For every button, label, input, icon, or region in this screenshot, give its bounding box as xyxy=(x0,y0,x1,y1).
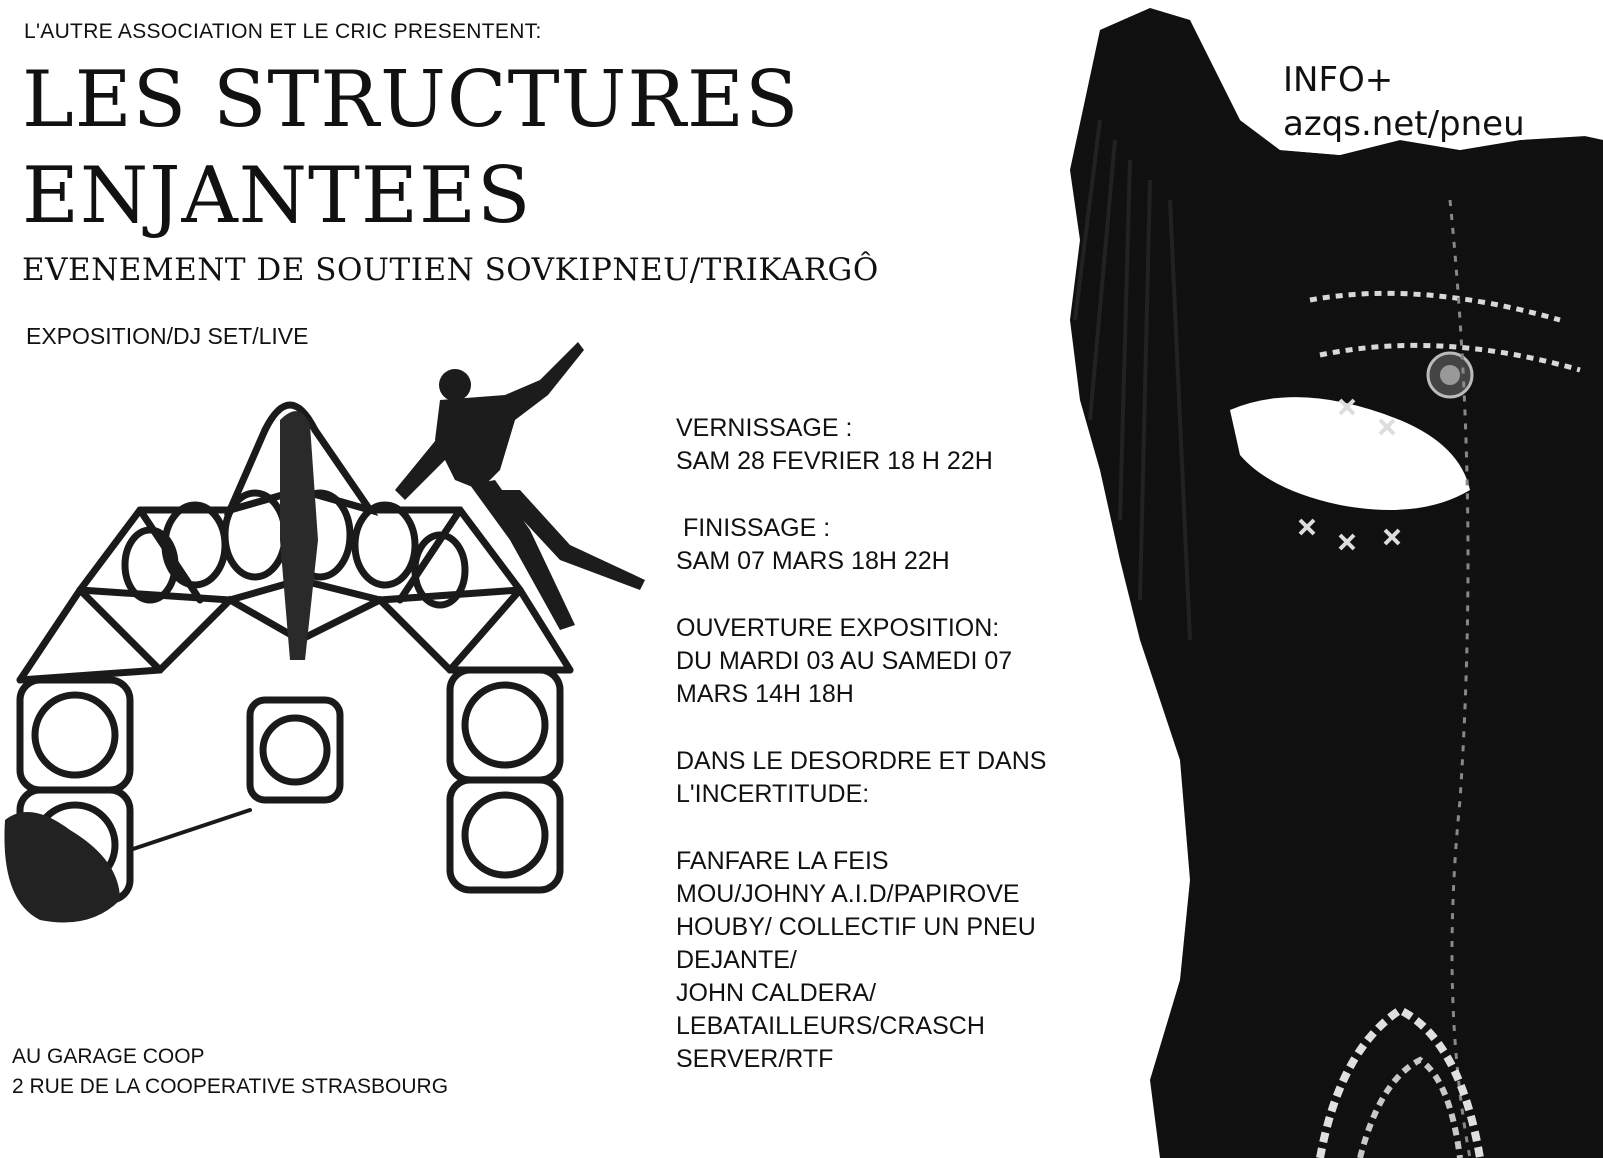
venue-address: 2 RUE DE LA COOPERATIVE STRASBOURG xyxy=(12,1075,449,1098)
mask-photo xyxy=(1040,0,1603,1158)
poster-title xyxy=(22,52,799,244)
lineup-item: MOU/JOHNY A.I.D/PAPIROVE xyxy=(676,880,1020,908)
finissage-date: SAM 07 MARS 18H 22H xyxy=(676,547,950,575)
program-types: EXPOSITION/DJ SET/LIVE xyxy=(26,323,309,349)
presenters-line: L'AUTRE ASSOCIATION ET LE CRIC PRESENTENT: xyxy=(24,20,542,43)
lineup-item: HOUBY/ COLLECTIF UN PNEU xyxy=(676,913,1036,941)
lineup-block xyxy=(676,845,1046,1076)
info-label: INFO+ xyxy=(1283,60,1394,100)
venue-block xyxy=(12,1042,448,1102)
vernissage-date: SAM 28 FEVRIER 18 H 22H xyxy=(676,447,993,475)
vernissage-block xyxy=(676,412,1046,478)
event-subtitle: EVENEMENT DE SOUTIEN SOVKIPNEU/TRIKARGÔ xyxy=(22,252,879,288)
venue-name: AU GARAGE COOP xyxy=(12,1045,205,1068)
info-block xyxy=(1283,58,1525,146)
lineup-item: SERVER/RTF xyxy=(676,1045,834,1073)
lineup-item: JOHN CALDERA/ xyxy=(676,979,877,1007)
title-line-1: LES STRUCTURES xyxy=(22,55,800,145)
ouverture-block xyxy=(676,612,1046,711)
lineup-item: DEJANTE/ xyxy=(676,946,797,974)
info-url[interactable]: azqs.net/pneu xyxy=(1283,104,1525,144)
desordre-block xyxy=(676,745,1046,811)
lineup-item: FANFARE LA FEIS xyxy=(676,847,889,875)
ouverture-label: OUVERTURE EXPOSITION: xyxy=(676,614,1000,642)
structure-photo xyxy=(0,340,670,960)
lineup-item: LEBATAILLEURS/CRASCH xyxy=(676,1012,985,1040)
desordre-line-2: L'INCERTITUDE: xyxy=(676,780,870,808)
vernissage-label: VERNISSAGE : xyxy=(676,414,853,442)
desordre-line-1: DANS LE DESORDRE ET DANS xyxy=(676,747,1047,775)
ouverture-line-1: DU MARDI 03 AU SAMEDI 07 xyxy=(676,647,1013,675)
ouverture-line-2: MARS 14H 18H xyxy=(676,680,854,708)
title-line-2: ENJANTEES xyxy=(22,151,532,241)
finissage-block xyxy=(676,512,1046,578)
schedule-column xyxy=(676,412,1046,1110)
finissage-label: FINISSAGE : xyxy=(676,514,831,542)
